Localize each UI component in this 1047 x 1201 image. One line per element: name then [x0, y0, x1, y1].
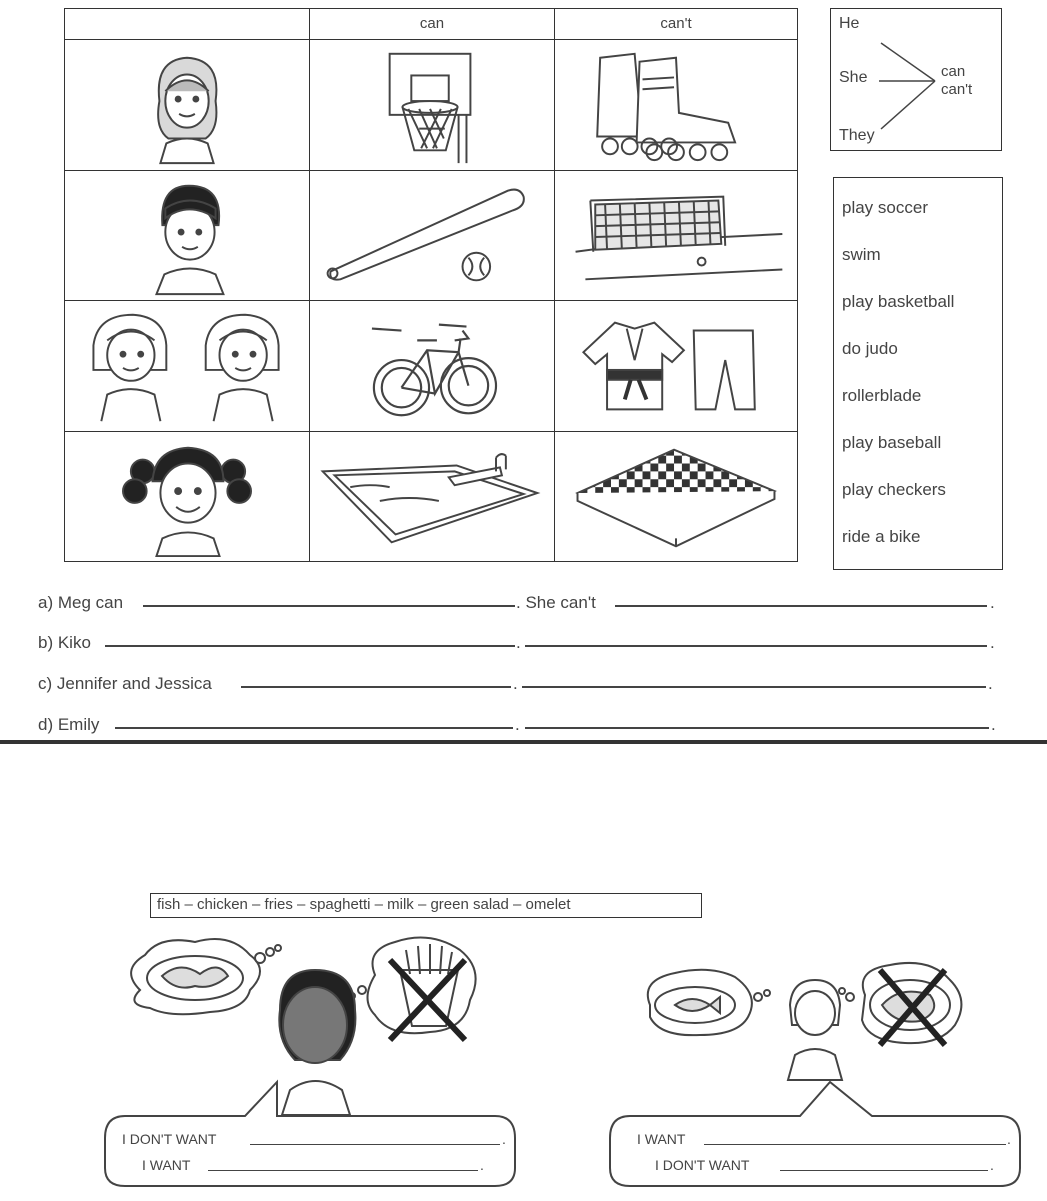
girl-food-scene	[620, 955, 1020, 1085]
food-word-box: fish – chicken – fries – spaghetti – milk – green salad – omelet	[150, 893, 702, 918]
activity-item: play baseball	[842, 433, 942, 452]
header-cant: can't	[660, 15, 692, 32]
sentence-b-blank-1[interactable]	[105, 645, 515, 647]
right-bubble-line2-label: I DON'T WANT	[655, 1157, 750, 1173]
sentence-d-label: d) Emily	[38, 715, 100, 734]
twin-girls-icon	[65, 301, 309, 431]
right-bubble-dot-2: .	[990, 1157, 994, 1173]
basketball-hoop-icon	[310, 40, 554, 170]
girl-emily-icon	[65, 432, 309, 561]
baseball-bat-icon	[310, 171, 554, 300]
left-bubble-dot-1: .	[502, 1131, 506, 1147]
left-bubble-line1-label: I DON'T WANT	[122, 1131, 217, 1147]
activity-item: play checkers	[842, 480, 946, 499]
sentence-c-blank-1[interactable]	[241, 686, 511, 688]
sentence-b-label: b) Kiko	[38, 633, 91, 652]
rollerblades-icon	[555, 40, 797, 170]
row1-can-cell	[309, 39, 555, 171]
right-bubble-dot-1: .	[1007, 1131, 1011, 1147]
activity-word-box	[833, 177, 1003, 570]
row2-cant-cell	[554, 170, 798, 301]
activity-item: rollerblade	[842, 386, 922, 405]
left-bubble-blank-1[interactable]	[250, 1144, 500, 1145]
sentence-c-label: c) Jennifer and Jessica	[38, 674, 212, 693]
sentence-d-blank-1[interactable]	[115, 727, 513, 729]
pronoun-they: They	[839, 127, 875, 144]
sentence-c-middle: .	[513, 674, 518, 693]
activity-item: do judo	[842, 339, 898, 358]
activity-item: ride a bike	[842, 527, 921, 546]
pronoun-connector-lines	[831, 9, 1003, 152]
activity-item: play soccer	[842, 198, 928, 217]
checkers-board-icon	[555, 432, 797, 561]
header-cant-cell	[554, 8, 798, 40]
sentence-a-middle: . She can't	[516, 593, 596, 612]
sentence-a-end: .	[990, 593, 995, 612]
left-bubble-blank-2[interactable]	[208, 1170, 478, 1171]
sentence-d-end: .	[991, 715, 996, 734]
header-empty-cell	[64, 8, 310, 40]
pronoun-he: He	[839, 15, 860, 32]
verb-can: can	[941, 63, 966, 80]
sentence-c-blank-2[interactable]	[522, 686, 986, 688]
right-bubble-blank-1[interactable]	[704, 1144, 1006, 1145]
sentence-a-blank-2[interactable]	[615, 605, 987, 607]
swimming-pool-icon	[310, 432, 554, 561]
row4-cant-cell	[554, 431, 798, 562]
left-bubble-line2-label: I WANT	[142, 1157, 191, 1173]
soccer-goal-icon	[555, 171, 797, 300]
boy-kiko-icon	[65, 171, 309, 300]
sentence-d-blank-2[interactable]	[525, 727, 989, 729]
left-bubble-dot-2: .	[480, 1157, 484, 1173]
row3-person-cell	[64, 300, 310, 432]
sentence-a-label: a) Meg can	[38, 593, 124, 612]
row4-person-cell	[64, 431, 310, 562]
header-can-cell	[309, 8, 555, 40]
judo-uniform-icon	[555, 301, 797, 431]
verb-cant: can't	[941, 81, 973, 98]
row4-can-cell	[309, 431, 555, 562]
bicycle-icon	[310, 301, 554, 431]
section-divider	[0, 740, 1047, 744]
row1-person-cell	[64, 39, 310, 171]
activity-item: swim	[842, 245, 881, 264]
pronoun-box	[830, 8, 1002, 151]
sentence-b-blank-2[interactable]	[525, 645, 987, 647]
right-bubble-blank-2[interactable]	[780, 1170, 988, 1171]
sentence-a-blank-1[interactable]	[143, 605, 515, 607]
pronoun-she: She	[839, 69, 868, 86]
sentence-b-end: .	[990, 633, 995, 652]
header-can: can	[419, 15, 445, 32]
girl-meg-icon	[65, 40, 309, 170]
row1-cant-cell	[554, 39, 798, 171]
sentence-d-middle: .	[515, 715, 520, 734]
activity-item: play basketball	[842, 292, 955, 311]
right-bubble-line1-label: I WANT	[637, 1131, 686, 1147]
sentence-b-middle: .	[516, 633, 521, 652]
can-cant-table	[64, 8, 798, 562]
sentence-c-end: .	[988, 674, 993, 693]
row3-cant-cell	[554, 300, 798, 432]
row2-can-cell	[309, 170, 555, 301]
row3-can-cell	[309, 300, 555, 432]
row2-person-cell	[64, 170, 310, 301]
